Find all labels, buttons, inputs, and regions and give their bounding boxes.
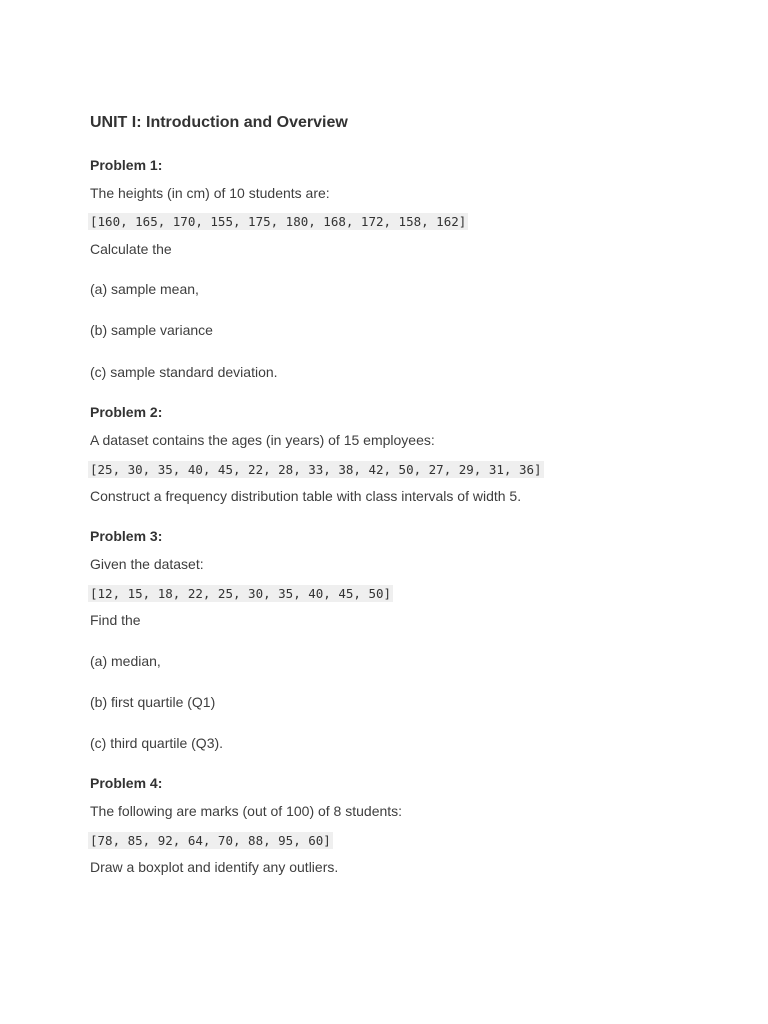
problem-2-line: Construct a frequency distribution table with class intervals of width 5. — [90, 488, 522, 504]
problem-3-data: [12, 15, 18, 22, 25, 30, 35, 40, 45, 50] — [90, 586, 392, 601]
problem-1-intro: The heights (in cm) of 10 students are: — [90, 185, 330, 201]
problem-3-line: Find the — [90, 612, 141, 628]
problem-2-intro: A dataset contains the ages (in years) of 15 employees: — [90, 432, 435, 448]
problem-1-heading: Problem 1: — [90, 157, 163, 173]
problem-3-intro: Given the dataset: — [90, 556, 204, 572]
problem-3-heading: Problem 3: — [90, 528, 163, 544]
problem-1-line: (b) sample variance — [90, 322, 213, 338]
problem-4-heading: Problem 4: — [90, 775, 163, 791]
problem-3-line: (a) median, — [90, 653, 161, 669]
problem-4-data: [78, 85, 92, 64, 70, 88, 95, 60] — [90, 833, 331, 848]
problem-1-line: Calculate the — [90, 241, 172, 257]
problem-1-data: [160, 165, 170, 155, 175, 180, 168, 172, 158, 162] — [90, 214, 467, 229]
problem-2-data: [25, 30, 35, 40, 45, 22, 28, 33, 38, 42, 50, 27, 29, 31, 36] — [90, 462, 542, 477]
problem-2-heading: Problem 2: — [90, 404, 163, 420]
problem-1-line: (a) sample mean, — [90, 281, 199, 297]
problem-3-line: (b) first quartile (Q1) — [90, 694, 216, 710]
problem-1-line: (c) sample standard deviation. — [90, 364, 278, 380]
problem-4-intro: The following are marks (out of 100) of 8 students: — [90, 803, 403, 819]
document-title: UNIT I: Introduction and Overview — [90, 114, 348, 131]
problem-4-line: Draw a boxplot and identify any outliers. — [90, 859, 339, 875]
problem-3-line: (c) third quartile (Q3). — [90, 735, 224, 751]
